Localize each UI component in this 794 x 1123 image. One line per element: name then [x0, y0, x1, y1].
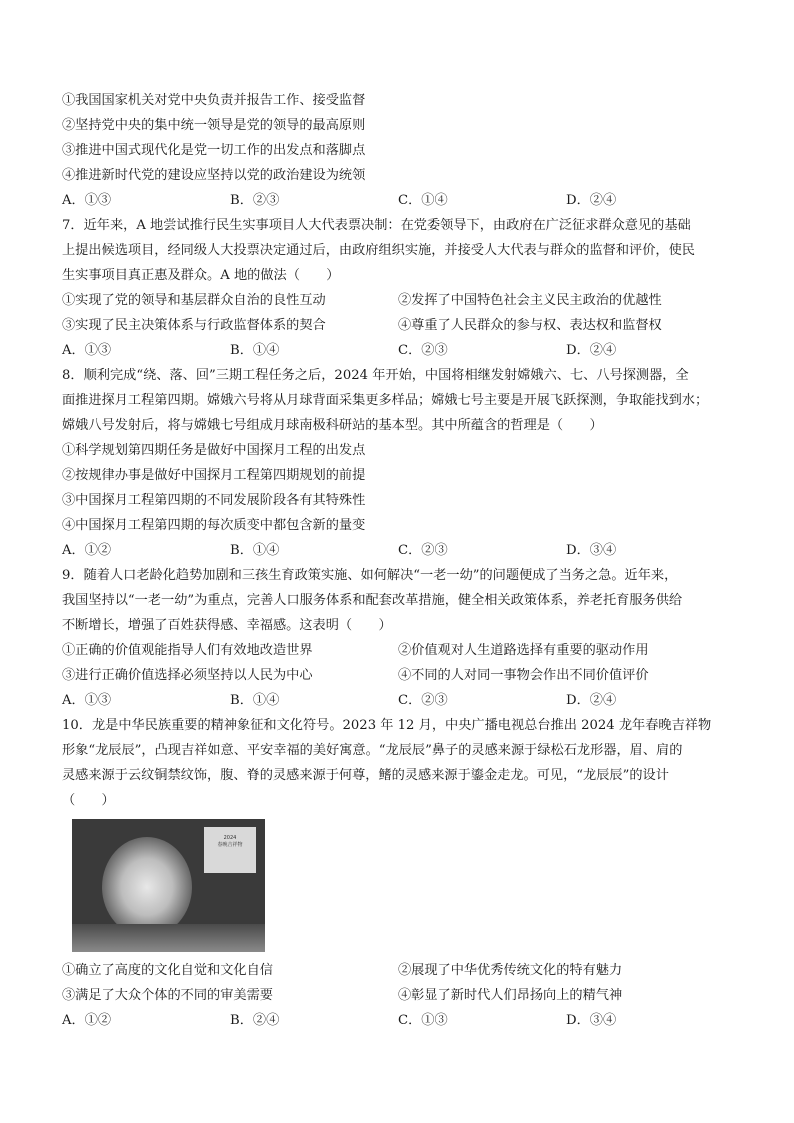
- answer-choice-c: C．①④: [398, 193, 448, 208]
- option: ④彰显了新时代人们昂扬向上的精气神: [398, 988, 623, 1003]
- answer-choice-a: A．①③: [62, 193, 112, 208]
- answer-row: [62, 338, 734, 363]
- answer-choice-a: A．①③: [62, 343, 112, 358]
- dragon-mascot-image: [102, 837, 192, 937]
- question-stem: 面推进探月工程第四期。嫦娥六号将从月球背面采集更多样品；嫦娥七号主要是开展飞跃探测，争取能找到水；: [62, 393, 709, 408]
- option: ③进行正确价值选择必须坚持以人民为中心: [62, 668, 313, 683]
- question-10: [62, 713, 734, 1033]
- option-row: [62, 958, 734, 983]
- question-stem: （ ）: [62, 793, 115, 808]
- question-9: [62, 563, 734, 713]
- option: ②按规律办事是做好中国探月工程第四期规划的前提: [62, 468, 366, 483]
- option: ④不同的人对同一事物会作出不同价值评价: [398, 668, 649, 683]
- mascot-photo: [72, 819, 265, 952]
- cloud-decoration: [72, 924, 265, 952]
- option: ①实现了党的领导和基层群众自治的良性互动: [62, 293, 326, 308]
- option: ③中国探月工程第四期的不同发展阶段各有其特殊性: [62, 493, 366, 508]
- answer-choice-c: C．②③: [398, 693, 448, 708]
- answer-row: [62, 1008, 734, 1033]
- question-stem: 灵感来源于云纹铜禁纹饰，腹、脊的灵感来源于何尊，鳍的灵感来源于鎏金走龙。可见，“龙辰辰”的设计: [62, 768, 669, 783]
- answer-choice-b: B．②④: [230, 1013, 280, 1028]
- q6-option: ②坚持党中央的集中统一领导是党的领导的最高原则: [62, 118, 366, 133]
- question-stem: 生实事项目真正惠及群众。A 地的做法（ ）: [62, 268, 340, 283]
- option: ②发挥了中国特色社会主义民主政治的优越性: [398, 293, 662, 308]
- answer-choice-b: B．②③: [230, 193, 280, 208]
- question-stem: 嫦娥八号发射后，将与嫦娥七号组成月球南极科研站的基本型。其中所蕴含的哲理是（ ）: [62, 418, 603, 433]
- question-stem: 8．顺利完成“绕、落、回”三期工程任务之后，2024 年开始，中国将相继发射嫦娥六、七、八号探测器，全: [62, 368, 689, 383]
- question-stem: 我国坚持以“一老一幼”为重点，完善人口服务体系和配套改革措施，健全相关政策体系，养老托育服务供给: [62, 593, 683, 608]
- option: ①科学规划第四期任务是做好中国探月工程的出发点: [62, 443, 366, 458]
- q6-option: ③推进中国式现代化是党一切工作的出发点和落脚点: [62, 143, 366, 158]
- answer-choice-a: A．①③: [62, 693, 112, 708]
- answer-row: [62, 538, 734, 563]
- answer-choice-b: B．①④: [230, 543, 280, 558]
- answer-choice-d: D．②④: [566, 343, 617, 358]
- answer-choice-d: D．③④: [566, 1013, 617, 1028]
- option-row: [62, 638, 734, 663]
- question-stem: 不断增长，增强了百姓获得感、幸福感。这表明（ ）: [62, 618, 392, 633]
- answer-choice-d: D．②④: [566, 193, 617, 208]
- question-stem: 9．随着人口老龄化趋势加剧和三孩生育政策实施、如何解决“一老一幼”的问题便成了当务之急。近年来，: [62, 568, 678, 583]
- question-stem: 上提出候选项目，经同级人大投票决定通过后，由政府组织实施，并接受人大代表与群众的监督和评价，使民: [62, 243, 695, 258]
- option-row: [62, 663, 734, 688]
- option: ③满足了大众个体的不同的审美需要: [62, 988, 273, 1003]
- answer-choice-c: C．②③: [398, 543, 448, 558]
- option-row: [62, 288, 734, 313]
- option: ①正确的价值观能指导人们有效地改造世界: [62, 643, 313, 658]
- option: ④中国探月工程第四期的每次质变中都包含新的量变: [62, 518, 366, 533]
- option: ①确立了高度的文化自觉和文化自信: [62, 963, 273, 978]
- answer-choice-d: D．③④: [566, 543, 617, 558]
- question-stem: 7．近年来，A 地尝试推行民生实事项目人大代表票决制：在党委领导下，由政府在广泛征求群众意见的基础: [62, 218, 691, 233]
- option: ④尊重了人民群众的参与权、表达权和监督权: [398, 318, 662, 333]
- option-row: [62, 313, 734, 338]
- q6-answers: [62, 188, 734, 213]
- answer-choice-b: B．①④: [230, 343, 280, 358]
- option: ②价值观对人生道路选择有重要的驱动作用: [398, 643, 649, 658]
- poster-label: 2024 春晚吉祥物: [204, 827, 256, 873]
- question-stem: 10．龙是中华民族重要的精神象征和文化符号。2023 年 12 月，中央广播电视总台推出 2024 龙年春晚吉祥物: [62, 718, 712, 733]
- answer-choice-a: A．①②: [62, 1013, 112, 1028]
- answer-choice-d: D．②④: [566, 693, 617, 708]
- exam-page: [62, 88, 734, 1033]
- question-8: [62, 363, 734, 563]
- option: ②展现了中华优秀传统文化的特有魅力: [398, 963, 623, 978]
- q6-option: ④推进新时代党的建设应坚持以党的政治建设为统领: [62, 168, 366, 183]
- option: ③实现了民主决策体系与行政监督体系的契合: [62, 318, 326, 333]
- q6-option: ①我国国家机关对党中央负责并报告工作、接受监督: [62, 93, 366, 108]
- option-row: [62, 983, 734, 1008]
- answer-row: [62, 688, 734, 713]
- answer-choice-c: C．①③: [398, 1013, 448, 1028]
- answer-choice-b: B．①④: [230, 693, 280, 708]
- question-stem: 形象“龙辰辰”，凸现吉祥如意、平安幸福的美好寓意。“龙辰辰”鼻子的灵感来源于绿松石龙形器，眉、肩的: [62, 743, 683, 758]
- q6-options: [62, 88, 734, 188]
- answer-choice-a: A．①②: [62, 543, 112, 558]
- question-7: [62, 213, 734, 363]
- answer-choice-c: C．②③: [398, 343, 448, 358]
